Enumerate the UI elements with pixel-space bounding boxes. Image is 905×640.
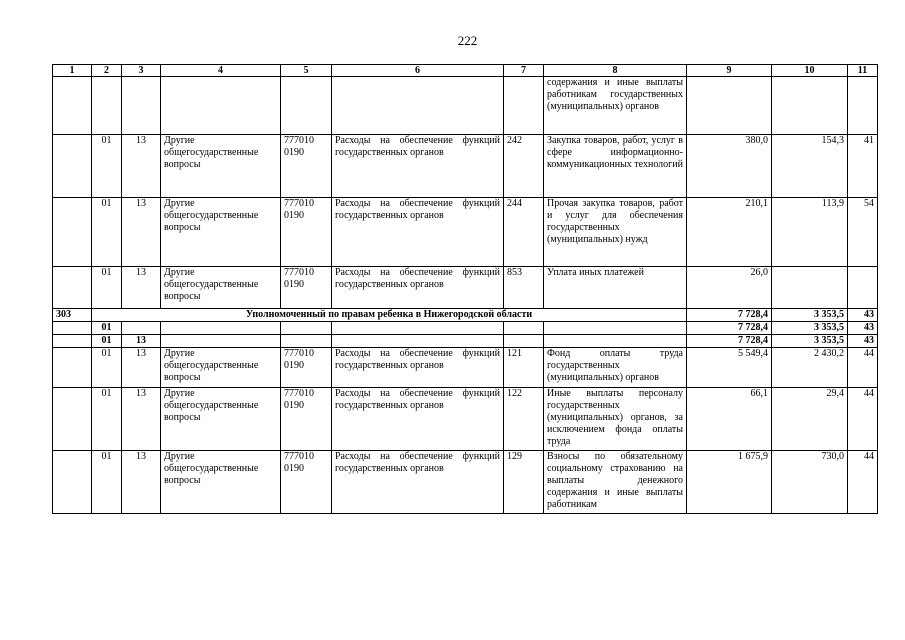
section-total-row bbox=[53, 322, 878, 335]
cell-subsection: 13 bbox=[122, 335, 161, 348]
cell-target-name bbox=[332, 322, 504, 335]
cell-percent: 44 bbox=[848, 451, 878, 514]
table-row bbox=[53, 198, 878, 267]
header-row bbox=[53, 65, 878, 77]
cell-fact: 3 353,5 bbox=[772, 335, 848, 348]
col-header-3: 3 bbox=[122, 65, 161, 77]
cell-percent: 41 bbox=[848, 135, 878, 198]
cell-plan: 380,0 bbox=[687, 135, 772, 198]
cell-plan: 7 728,4 bbox=[687, 322, 772, 335]
table-row bbox=[53, 135, 878, 198]
cell-section bbox=[92, 77, 122, 135]
table-row bbox=[53, 451, 878, 514]
cell-expense-type bbox=[504, 322, 544, 335]
cell-plan: 7 728,4 bbox=[687, 309, 772, 322]
col-header-8: 8 bbox=[544, 65, 687, 77]
cell-subsection bbox=[122, 77, 161, 135]
cell-target-code: 777010 0190 bbox=[281, 135, 332, 198]
cell-plan: 5 549,4 bbox=[687, 348, 772, 388]
cell-expense-name: Уплата иных платежей bbox=[544, 267, 687, 309]
cell-percent: 54 bbox=[848, 198, 878, 267]
cell-expense-type: 242 bbox=[504, 135, 544, 198]
cell-admin bbox=[53, 335, 92, 348]
cell-expense-type: 122 bbox=[504, 388, 544, 451]
cell-expense-name: Закупка товаров, работ, услуг в сфере информационно-коммуникационных технологий bbox=[544, 135, 687, 198]
table-row bbox=[53, 348, 878, 388]
cell-subsection bbox=[122, 322, 161, 335]
col-header-2: 2 bbox=[92, 65, 122, 77]
cell-expense-type: 121 bbox=[504, 348, 544, 388]
cell-expense-name: Прочая закупка товаров, работ и услуг для обеспечения государственных (муниципальных) нужд bbox=[544, 198, 687, 267]
cell-section-name: Другие общегосударственные вопросы bbox=[161, 388, 281, 451]
cell-admin bbox=[53, 348, 92, 388]
col-header-1: 1 bbox=[53, 65, 92, 77]
cell-plan: 7 728,4 bbox=[687, 335, 772, 348]
cell-subsection: 13 bbox=[122, 267, 161, 309]
cell-fact: 113,9 bbox=[772, 198, 848, 267]
page-number: 222 bbox=[457, 33, 478, 48]
cell-section: 01 bbox=[92, 451, 122, 514]
cell-target-name: Расходы на обеспечение функций государственных органов bbox=[332, 198, 504, 267]
cell-target-code bbox=[281, 77, 332, 135]
table-row bbox=[53, 388, 878, 451]
cell-fact: 3 353,5 bbox=[772, 322, 848, 335]
cell-section-name: Другие общегосударственные вопросы bbox=[161, 451, 281, 514]
cell-percent: 44 bbox=[848, 348, 878, 388]
cell-target-code: 777010 0190 bbox=[281, 198, 332, 267]
cell-expense-type: 129 bbox=[504, 451, 544, 514]
cell-section-name: Другие общегосударственные вопросы bbox=[161, 348, 281, 388]
cell-subsection: 13 bbox=[122, 198, 161, 267]
cell-expense-type: 853 bbox=[504, 267, 544, 309]
col-header-4: 4 bbox=[161, 65, 281, 77]
cell-target-code: 777010 0190 bbox=[281, 388, 332, 451]
cell-fact: 2 430,2 bbox=[772, 348, 848, 388]
cell-section-name bbox=[161, 322, 281, 335]
cell-target-name: Расходы на обеспечение функций государственных органов bbox=[332, 135, 504, 198]
cell-section: 01 bbox=[92, 198, 122, 267]
cell-plan: 210,1 bbox=[687, 198, 772, 267]
cell-admin bbox=[53, 267, 92, 309]
cell-section: 01 bbox=[92, 135, 122, 198]
cell-target-code: 777010 0190 bbox=[281, 451, 332, 514]
cell-expense-name: Взносы по обязательному социальному страхованию на выплаты денежного содержания и иные выплаты работникам bbox=[544, 451, 687, 514]
table-row bbox=[53, 77, 878, 135]
cell-section: 01 bbox=[92, 388, 122, 451]
cell-percent: 43 bbox=[848, 309, 878, 322]
col-header-11: 11 bbox=[848, 65, 878, 77]
cell-section: 01 bbox=[92, 335, 122, 348]
table-row bbox=[53, 267, 878, 309]
cell-target-name bbox=[332, 335, 504, 348]
col-header-10: 10 bbox=[772, 65, 848, 77]
cell-target-name: Расходы на обеспечение функций государственных органов bbox=[332, 267, 504, 309]
cell-plan: 1 675,9 bbox=[687, 451, 772, 514]
cell-target-code bbox=[281, 335, 332, 348]
cell-target-name: Расходы на обеспечение функций государственных органов bbox=[332, 451, 504, 514]
cell-fact: 730,0 bbox=[772, 451, 848, 514]
cell-section: 01 bbox=[92, 322, 122, 335]
cell-percent bbox=[848, 77, 878, 135]
cell-expense-type bbox=[504, 335, 544, 348]
cell-subsection: 13 bbox=[122, 135, 161, 198]
organization-title: Уполномоченный по правам ребенка в Нижегородской области bbox=[92, 309, 687, 322]
cell-section-name: Другие общегосударственные вопросы bbox=[161, 198, 281, 267]
col-header-7: 7 bbox=[504, 65, 544, 77]
cell-admin bbox=[53, 388, 92, 451]
cell-target-code bbox=[281, 322, 332, 335]
cell-plan: 66,1 bbox=[687, 388, 772, 451]
cell-fact bbox=[772, 77, 848, 135]
cell-expense-type bbox=[504, 77, 544, 135]
cell-fact: 154,3 bbox=[772, 135, 848, 198]
cell-target-name: Расходы на обеспечение функций государственных органов bbox=[332, 348, 504, 388]
cell-plan: 26,0 bbox=[687, 267, 772, 309]
cell-fact: 29,4 bbox=[772, 388, 848, 451]
cell-admin bbox=[53, 135, 92, 198]
cell-section-name: Другие общегосударственные вопросы bbox=[161, 267, 281, 309]
cell-admin bbox=[53, 451, 92, 514]
cell-section: 01 bbox=[92, 267, 122, 309]
cell-section-name: Другие общегосударственные вопросы bbox=[161, 135, 281, 198]
cell-fact bbox=[772, 267, 848, 309]
cell-target-code: 777010 0190 bbox=[281, 348, 332, 388]
cell-target-name bbox=[332, 77, 504, 135]
cell-admin bbox=[53, 198, 92, 267]
col-header-6: 6 bbox=[332, 65, 504, 77]
cell-subsection: 13 bbox=[122, 348, 161, 388]
cell-subsection: 13 bbox=[122, 451, 161, 514]
cell-target-name: Расходы на обеспечение функций государственных органов bbox=[332, 388, 504, 451]
cell-percent bbox=[848, 267, 878, 309]
cell-plan bbox=[687, 77, 772, 135]
cell-section-name bbox=[161, 335, 281, 348]
cell-target-code: 777010 0190 bbox=[281, 267, 332, 309]
cell-expense-name bbox=[544, 335, 687, 348]
col-header-5: 5 bbox=[281, 65, 332, 77]
cell-expense-name: Иные выплаты персоналу государственных (муниципальных) органов, за исключением фонда оплаты труда bbox=[544, 388, 687, 451]
subsection-total-row bbox=[53, 335, 878, 348]
cell-percent: 44 bbox=[848, 388, 878, 451]
cell-subsection: 13 bbox=[122, 388, 161, 451]
cell-expense-name: Фонд оплаты труда государственных (муниципальных) органов bbox=[544, 348, 687, 388]
cell-fact: 3 353,5 bbox=[772, 309, 848, 322]
cell-admin: 303 bbox=[53, 309, 92, 322]
cell-expense-type: 244 bbox=[504, 198, 544, 267]
cell-section: 01 bbox=[92, 348, 122, 388]
cell-expense-name bbox=[544, 322, 687, 335]
cell-percent: 43 bbox=[848, 322, 878, 335]
organization-row bbox=[53, 309, 878, 322]
cell-admin bbox=[53, 322, 92, 335]
col-header-9: 9 bbox=[687, 65, 772, 77]
cell-percent: 43 bbox=[848, 335, 878, 348]
budget-table bbox=[52, 64, 878, 514]
cell-expense-name: содержания и иные выплаты работникам государственных (муниципальных) органов bbox=[544, 77, 687, 135]
cell-section-name bbox=[161, 77, 281, 135]
cell-admin bbox=[53, 77, 92, 135]
